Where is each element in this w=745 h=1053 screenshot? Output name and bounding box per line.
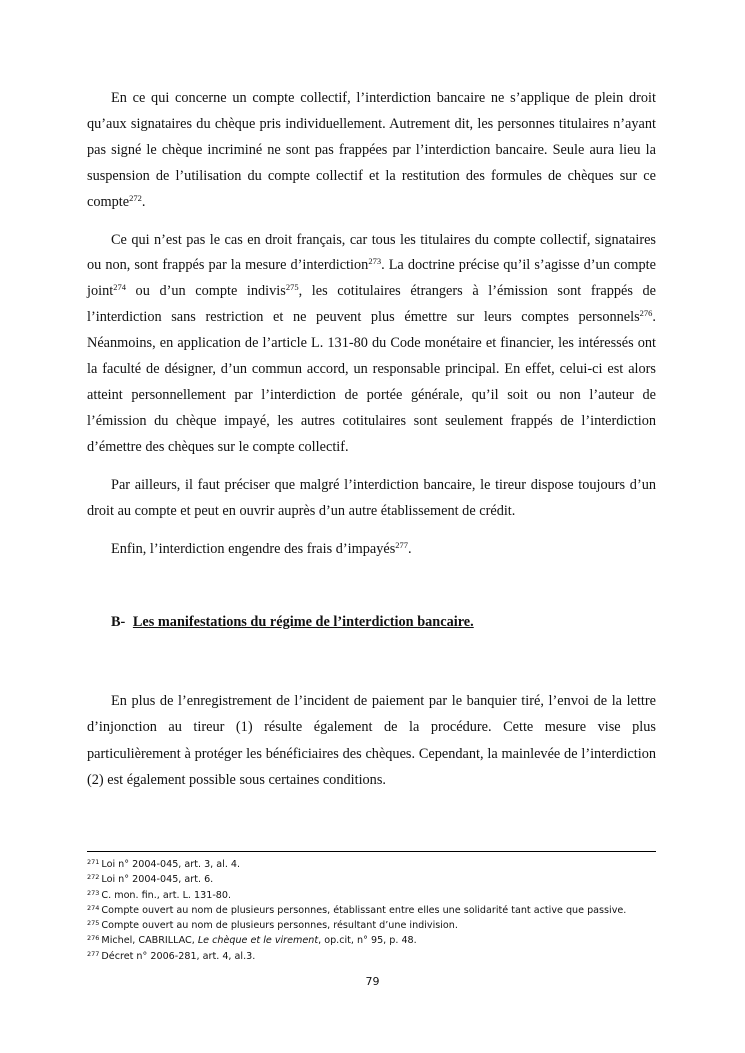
footnote-separator — [87, 851, 656, 852]
footnote-272: $^{272}$ Loi n° 2004-045, art. 6. — [87, 873, 214, 886]
paragraph-3: Par ailleurs, il faut préciser que malgré l’interdiction bancaire, le tireur dispose toujours d’un droit au compte et peut en ouvrir auprès d’un autre établissement de crédit. — [87, 476, 656, 519]
footnote-ref-276[interactable]: 276 — [639, 308, 653, 319]
footnote-274: $^{274}$ Compte ouvert au nom de plusieurs personnes, établissant entre elles une solidarité tant active que passive. — [87, 903, 627, 916]
footnote-ref-277[interactable]: 277 — [395, 539, 409, 550]
footnote-ref-273[interactable]: 273 — [368, 256, 382, 267]
section-title: Les manifestations du régime de l’interdiction bancaire. — [132, 614, 474, 630]
body-text-lower — [87, 688, 656, 793]
section-label: B- — [111, 614, 126, 630]
footnote-ref-272[interactable]: 272 — [129, 192, 142, 203]
body-text-upper — [87, 86, 656, 574]
footnote-ref-274[interactable]: 274 — [113, 282, 126, 293]
paragraph-2: Ce qui n’est pas le cas en droit français, car tous les titulaires du compte collectif, signataires ou non, sont frappés par la mesure d’interdiction$^{273}$. La doctrine précise qu’il s’agisse d’un compte joint$^{274}$ ou d’un compte indivis$^{275}$, les cotitulaires étrangers à l’émission sont frappés de l’interdiction sans restriction et ne peuvent plus émettre sur leurs comptes personnels$^{276}$. Néanmoins, en application de l’article L. 131-80 du Code monétaire et financier, les intéressés ont la faculté de désigner, d’un commun accord, un responsable principal. En effet, celui-ci est alors atteint personnellement par l’interdiction de portée générale, qu’il soit ou non l’auteur de l’émission du chèque impayé, les autres cotitulaires sont seulement frappés de l’interdiction d’émettre des chèques sur le compte collectif. — [87, 231, 656, 455]
footnote-271: $^{271}$ Loi n° 2004-045, art. 3, al. 4. — [87, 858, 241, 870]
footnote-277: $^{277}$ Décret n° 2006-281, art. 4, al.3. — [87, 949, 256, 962]
footnote-ref-275[interactable]: 275 — [285, 282, 299, 293]
paragraph-5: En plus de l’enregistrement de l’incident de paiement par le banquier tiré, l’envoi de la lettre d’injonction au tireur (1) résulte également de la procédure. Cette mesure vise plus particulièrement à protéger les bénéficiaires des chèques. Cependant, la mainlevée de l’interdiction (2) est également possible sous certaines conditions. — [87, 693, 656, 788]
paragraph-4: Enfin, l’interdiction engendre des frais d’impayés$^{277}$. — [111, 539, 412, 557]
footnote-275: $^{275}$ Compte ouvert au nom de plusieurs personnes, résultant d’une indivision. — [87, 919, 458, 932]
section-heading — [111, 614, 474, 631]
page-number: 79 — [365, 975, 380, 988]
footnote-276: $^{276}$ Michel, CABRILLAC, Le chèque et le virement, op.cit, n° 95, p. 48. — [87, 934, 417, 947]
paragraph-1: En ce qui concerne un compte collectif, l’interdiction bancaire ne s’applique de plein droit qu’aux signataires du chèque pris individuellement. Autrement dit, les personnes titulaires n’ayant pas signé le chèque incriminé ne sont pas frappées par l’interdiction bancaire. Seule aura lieu la suspension de l’utilisation du compte collectif et la restitution des formules de chèques sur ce compte$^{272}$. — [87, 90, 656, 210]
footnotes — [87, 857, 667, 964]
footnote-273: $^{273}$ C. mon. fin., art. L. 131-80. — [87, 888, 232, 901]
